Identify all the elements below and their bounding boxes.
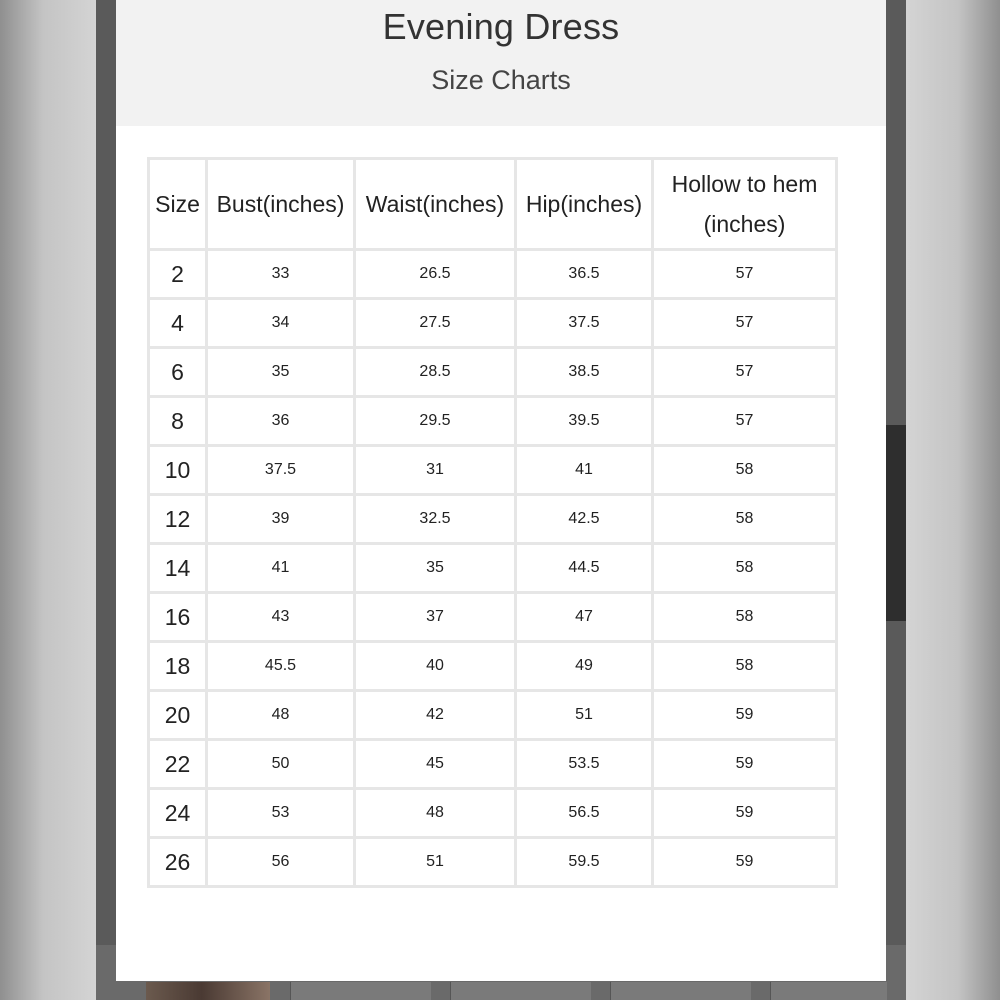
cell-hollow-to-hem: 58 (653, 544, 837, 593)
cell-bust: 56 (207, 838, 355, 887)
cell-size: 10 (149, 446, 207, 495)
cell-hip: 36.5 (516, 250, 653, 299)
cell-waist: 45 (355, 740, 516, 789)
cell-size: 22 (149, 740, 207, 789)
cell-hip: 39.5 (516, 397, 653, 446)
cell-size: 26 (149, 838, 207, 887)
cell-hip: 51 (516, 691, 653, 740)
cell-size: 20 (149, 691, 207, 740)
cell-size: 4 (149, 299, 207, 348)
size-chart-table (147, 157, 838, 888)
cell-hollow-to-hem: 59 (653, 740, 837, 789)
cell-hollow-to-hem: 59 (653, 838, 837, 887)
page-bottom-cell (610, 982, 751, 1000)
cell-waist: 40 (355, 642, 516, 691)
table-row (149, 348, 837, 397)
cell-size: 2 (149, 250, 207, 299)
cell-bust: 48 (207, 691, 355, 740)
modal-header (116, 0, 886, 126)
table-row (149, 446, 837, 495)
cell-size: 12 (149, 495, 207, 544)
cell-hollow-to-hem: 59 (653, 691, 837, 740)
cell-hollow-to-hem: 58 (653, 642, 837, 691)
table-row (149, 544, 837, 593)
cell-hip: 41 (516, 446, 653, 495)
column-header-hip: Hip(inches) (516, 159, 653, 250)
cell-waist: 29.5 (355, 397, 516, 446)
table-row (149, 740, 837, 789)
cell-bust: 33 (207, 250, 355, 299)
column-header-waist: Waist(inches) (355, 159, 516, 250)
table-row (149, 691, 837, 740)
cell-bust: 35 (207, 348, 355, 397)
cell-bust: 34 (207, 299, 355, 348)
table-row (149, 250, 837, 299)
cell-waist: 28.5 (355, 348, 516, 397)
table-row (149, 495, 837, 544)
cell-hollow-to-hem: 57 (653, 250, 837, 299)
page-bottom-cell (450, 982, 591, 1000)
cell-bust: 50 (207, 740, 355, 789)
cell-hollow-to-hem: 59 (653, 789, 837, 838)
cell-bust: 43 (207, 593, 355, 642)
page-bottom-cell (770, 982, 887, 1000)
table-row (149, 642, 837, 691)
cell-size: 6 (149, 348, 207, 397)
modal-title: Evening Dress (382, 6, 620, 47)
cell-waist: 48 (355, 789, 516, 838)
cell-size: 24 (149, 789, 207, 838)
cell-size: 14 (149, 544, 207, 593)
cell-hip: 47 (516, 593, 653, 642)
cell-waist: 26.5 (355, 250, 516, 299)
cell-hip: 56.5 (516, 789, 653, 838)
cell-bust: 36 (207, 397, 355, 446)
table-row (149, 593, 837, 642)
cell-waist: 35 (355, 544, 516, 593)
cell-hip: 37.5 (516, 299, 653, 348)
cell-hip: 49 (516, 642, 653, 691)
table-row (149, 789, 837, 838)
cell-waist: 32.5 (355, 495, 516, 544)
cell-hip: 44.5 (516, 544, 653, 593)
cell-size: 18 (149, 642, 207, 691)
cell-bust: 41 (207, 544, 355, 593)
cell-bust: 45.5 (207, 642, 355, 691)
cell-waist: 31 (355, 446, 516, 495)
column-header-size: Size (149, 159, 207, 250)
backdrop-right (906, 0, 1000, 1000)
cell-hip: 38.5 (516, 348, 653, 397)
column-header-bust: Bust(inches) (207, 159, 355, 250)
cell-hollow-to-hem: 57 (653, 348, 837, 397)
cell-hip: 53.5 (516, 740, 653, 789)
cell-hollow-to-hem: 57 (653, 397, 837, 446)
cell-waist: 37 (355, 593, 516, 642)
cell-bust: 53 (207, 789, 355, 838)
cell-hollow-to-hem: 58 (653, 593, 837, 642)
modal-subtitle: Size Charts (431, 65, 571, 95)
table-row (149, 397, 837, 446)
product-thumbnail[interactable] (146, 982, 270, 1000)
column-header-hollow-to-hem: Hollow to hem (inches) (653, 159, 837, 250)
table-row (149, 299, 837, 348)
backdrop-left (0, 0, 96, 1000)
scrollbar-thumb[interactable] (886, 425, 906, 621)
cell-size: 16 (149, 593, 207, 642)
cell-hip: 42.5 (516, 495, 653, 544)
cell-waist: 42 (355, 691, 516, 740)
table-header-row (149, 159, 837, 250)
cell-hollow-to-hem: 57 (653, 299, 837, 348)
cell-bust: 37.5 (207, 446, 355, 495)
cell-hip: 59.5 (516, 838, 653, 887)
cell-waist: 27.5 (355, 299, 516, 348)
cell-bust: 39 (207, 495, 355, 544)
cell-hollow-to-hem: 58 (653, 495, 837, 544)
table-row (149, 838, 837, 887)
cell-waist: 51 (355, 838, 516, 887)
cell-size: 8 (149, 397, 207, 446)
page-bottom-cell (290, 982, 431, 1000)
size-chart-modal (116, 0, 886, 981)
cell-hollow-to-hem: 58 (653, 446, 837, 495)
